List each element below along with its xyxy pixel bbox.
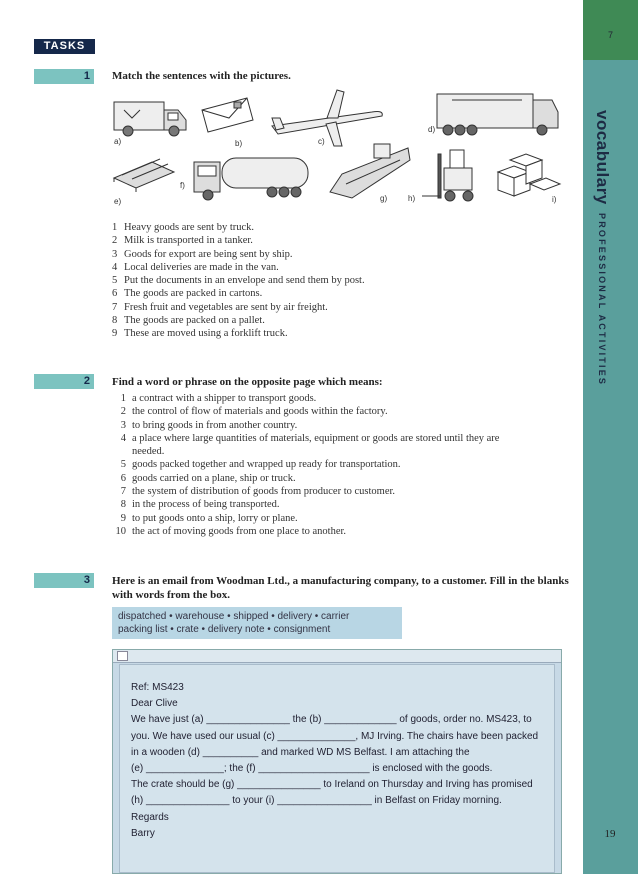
email-line: Barry: [131, 827, 155, 839]
task-2-bar: [34, 374, 94, 389]
list-item: 3 Goods for export are being sent by ship.: [112, 248, 293, 260]
picture-label-f: f): [180, 181, 185, 190]
list-item: 4 a place where large quantities of materials, equipment or goods are stored until they are: [120, 432, 500, 444]
email-line: you. We have used our usual (c) ______________, MJ Irving. The chairs have been packed: [131, 730, 539, 742]
list-item: 1 Heavy goods are sent by truck.: [112, 222, 255, 233]
email-line: Regards: [131, 811, 169, 823]
cartons-illustration: [498, 154, 560, 196]
list-item: 10 the act of moving goods from one place to another.: [115, 525, 347, 537]
list-item: 4 Local deliveries are made in the van.: [112, 261, 279, 273]
task-2-instruction: Find a word or phrase on the opposite page which means:: [112, 376, 383, 388]
heavy-truck-illustration: [437, 94, 558, 135]
task-1-bar: [34, 69, 94, 84]
picture-label-i: i): [552, 195, 557, 204]
list-item: 5 Put the documents in an envelope and send them by post.: [112, 275, 365, 287]
window-icon: [117, 651, 128, 661]
list-item: 8 in the process of being transported.: [120, 499, 280, 511]
task-2-number: 2: [83, 375, 90, 387]
task-3-instruction-line-2: with words from the box.: [112, 589, 231, 601]
list-item: 6 The goods are packed in cartons.: [112, 288, 263, 300]
email-line: Dear Clive: [131, 698, 178, 710]
list-item: 3 to bring goods in from another country.: [120, 419, 298, 431]
task-1-sentence-list: [112, 221, 365, 341]
van-illustration: [114, 102, 186, 136]
list-item: 7 Fresh fruit and vegetables are sent by air freight.: [112, 301, 328, 313]
email-line: Ref: MS423: [131, 682, 184, 693]
picture-label-b: b): [235, 139, 243, 148]
picture-label-c: c): [318, 137, 325, 146]
section-subtitle: PROFESSIONAL ACTIVITIES: [597, 212, 607, 386]
section-title: vocabulary: [593, 110, 612, 205]
page-number: 19: [604, 828, 616, 840]
task-3-number: 3: [83, 574, 90, 586]
list-item: 9 These are moved using a forklift truck.: [112, 328, 288, 340]
pallet-illustration: [114, 159, 174, 192]
email-line: (e) ______________; the (f) ____________________ is enclosed with the goods.: [131, 763, 493, 775]
transport-illustrations: [112, 88, 564, 210]
section-label: [592, 110, 612, 386]
picture-label-d: d): [428, 125, 436, 134]
tanker-illustration: [194, 158, 308, 200]
email-line: We have just (a) _______________ the (b) _____________ of goods, order no. MS423, to: [131, 714, 532, 726]
email-line: The crate should be (g) _______________ to Ireland on Thursday and Irving has promised: [131, 779, 533, 791]
chapter-tab-mark: 7: [608, 30, 614, 40]
task-3-instruction-line-1: Here is an email from Woodman Ltd., a manufacturing company, to a customer. Fill in the blanks: [112, 575, 569, 587]
email-titlebar: [113, 650, 561, 663]
list-item: 7 the system of distribution of goods from producer to customer.: [120, 486, 396, 498]
email-line: (h) _______________ to your (i) _________________ in Belfast on Friday morning.: [131, 795, 502, 807]
picture-label-e: e): [114, 197, 122, 206]
list-item: 8 The goods are packed on a pallet.: [112, 315, 265, 327]
picture-label-a: a): [114, 137, 122, 146]
task-1-instruction: Match the sentences with the pictures.: [112, 70, 291, 82]
airplane-illustration: [272, 90, 382, 146]
list-item: 6 goods carried on a plane, ship or truck.: [120, 472, 296, 484]
list-item: 2 the control of flow of materials and goods within the factory.: [120, 406, 388, 418]
word-box: [112, 607, 402, 639]
forklift-illustration: [422, 150, 473, 201]
envelope-illustration: [202, 98, 253, 132]
task-1-number: 1: [83, 70, 90, 82]
task-3-instruction: [112, 574, 569, 602]
email-window: [112, 649, 562, 874]
task-2-definition-list: [112, 392, 499, 538]
ship-illustration: [330, 144, 410, 198]
picture-label-g: g): [380, 194, 388, 203]
list-item: 1 a contract with a shipper to transport goods.: [120, 393, 317, 404]
task-3-bar: [34, 573, 94, 588]
word-box-line-2: packing list • crate • delivery note • consignment: [118, 624, 331, 635]
picture-label-h: h): [408, 194, 416, 203]
list-item: 2 Milk is transported in a tanker.: [112, 235, 253, 247]
word-box-line-1: dispatched • warehouse • shipped • delivery • carrier: [118, 611, 350, 622]
tasks-header: TASKS: [34, 39, 95, 54]
email-body: [131, 680, 538, 842]
list-item: 9 to put goods onto a ship, lorry or plane.: [120, 512, 298, 524]
email-line: in a wooden (d) __________ and marked WD MS Belfast. I am attaching the: [131, 746, 470, 758]
list-item: 5 goods packed together and wrapped up ready for transportation.: [120, 459, 401, 471]
list-item: needed.: [132, 446, 165, 458]
